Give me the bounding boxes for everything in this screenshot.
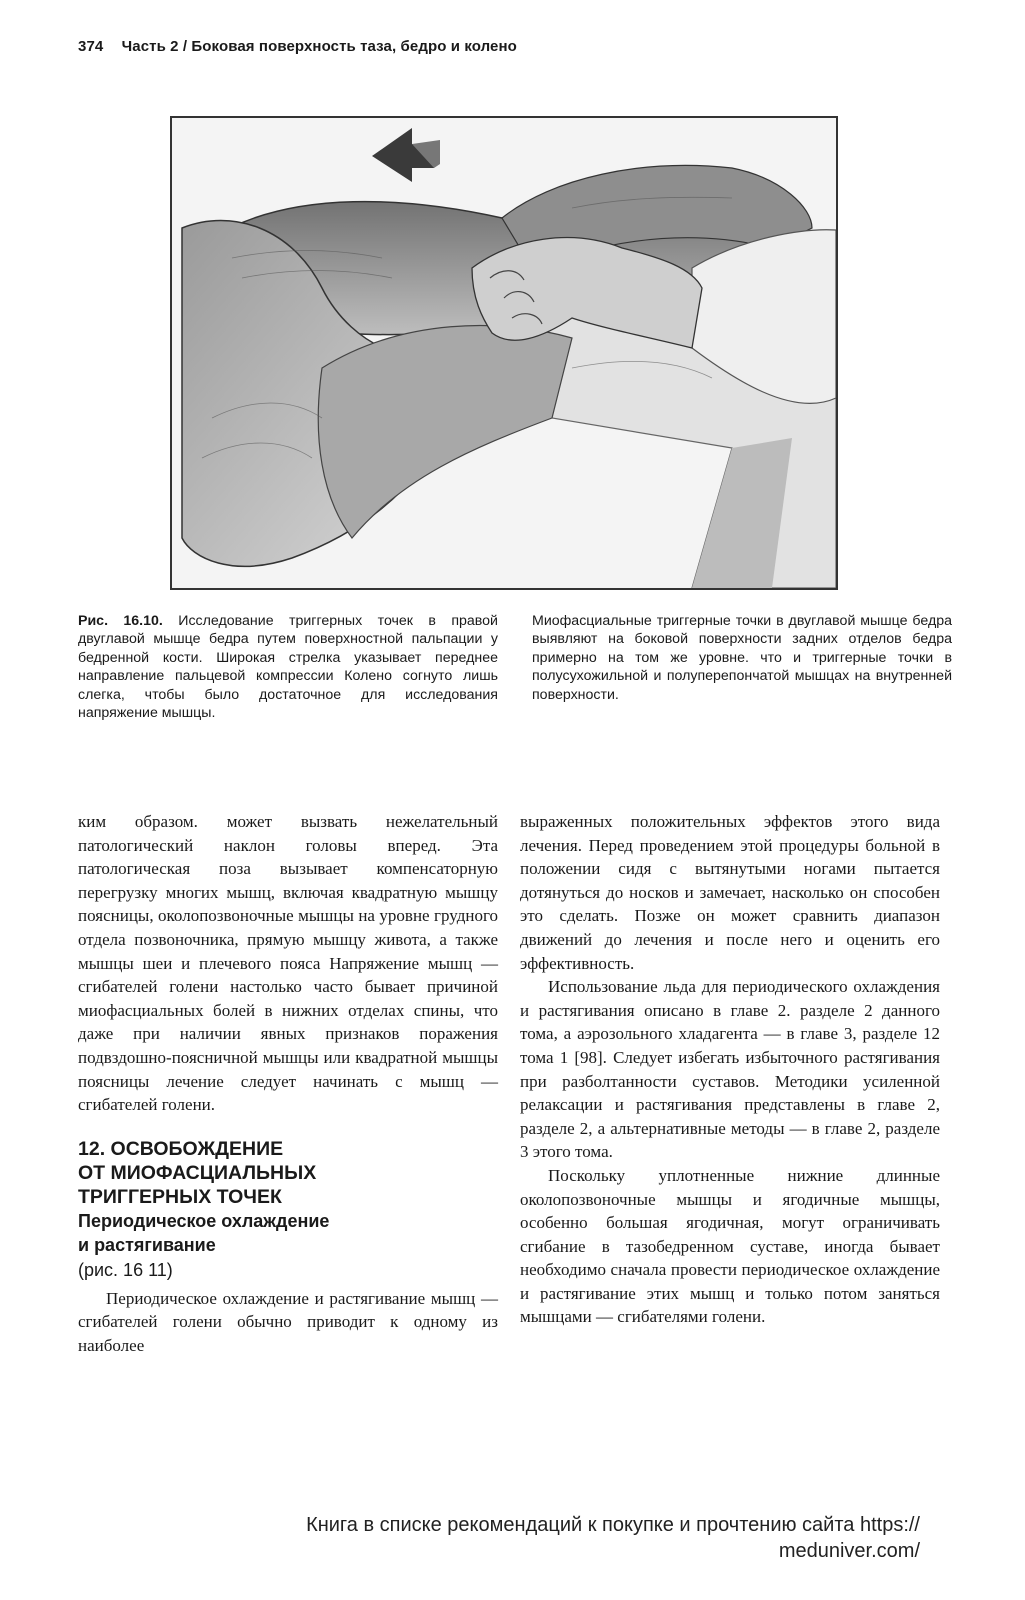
footer-line: meduniver.com/: [778, 1540, 920, 1562]
section-title: [78, 1137, 498, 1209]
subsection-title-line: и растягивание: [78, 1234, 216, 1255]
subsection-title-line: Периодическое охлаждение: [78, 1210, 330, 1231]
running-title: Часть 2 / Боковая поверхность таза, бедро и колено: [121, 38, 517, 55]
paragraph: Использование льда для периодического охлаждения и растягивания описано в главе 2. разделе 2 данного тома, а аэрозольного хладагента — в главе 3, разделе 12 тома 1 [98]. Следует избегать избыточного растягивания при разболтанности суставов. Методики усиленной релаксации и растягивания представлены в главе 2, разделе 2, а альтернативные методы — в главе 2, разделе 3 этого тома.: [520, 977, 940, 1162]
figure-caption-left-text: Исследование триггерных точек в правой двуглавой мышце бедра путем поверхностной пальпации у бедренной кости. Широкая стрелка указывает переднее направление пальцевой компрессии Колено согнуто лишь слегка, чтобы было достаточное для исследования напряжение мышцы.: [78, 613, 498, 722]
figure-illustration: [170, 116, 838, 590]
paragraph: ким образом. может вызвать нежелательный патологический наклон головы вперед. Эта патологическая поза вызывает компенсаторную перегрузку многих мышц, включая квадратную мышцу поясницы, околопозвоночные мышцы на уровне грудного отдела позвоночника, прямую мышцу живота, а также мышцы шеи и плечевого пояса Напряжение мышц — сгибателей голени настолько часто бывает причиной миофасциальных болей в нижних отделах спины, что даже при наличии явных признаков поражения подвздошно-поясничной мышцы или квадратной мышцы поясницы лечение следует начинать с мышц — сгибателей голени.: [78, 812, 498, 1115]
paragraph: Поскольку уплотненные нижние длинные околопозвоночные мышцы и ягодичные мышцы, особенно большая ягодичная, могут ограничивать сгибание в тазобедренном суставе, иногда бывает необходимо сначала провести периодическое охлаждение и растягивание этих мышц и только потом заняться мышцами — сгибателями голени.: [520, 1165, 940, 1327]
subsection-title: [78, 1209, 498, 1257]
figure-reference: (рис. 16 11): [78, 1259, 173, 1280]
figure-caption-right-text: Миофасциальные триггерные точки в двуглавой мышце бедра выявляют на боковой поверхности задних отделов бедра примерно на том же уровне. что и триггерные точки в полусухожильной и полуперепончатой мышцах на внутренней поверхности.: [532, 613, 952, 703]
section-title-line: ОТ МИОФАСЦИАЛЬНЫХ: [78, 1161, 317, 1184]
paragraph: Периодическое охлаждение и растягивание мышц — сгибателей голени обычно приводит к одному из наиболее: [78, 1288, 498, 1355]
hamstring-palpation-drawing: [172, 118, 836, 588]
figure-caption-right: [532, 612, 952, 704]
section-title-line: 12. ОСВОБОЖДЕНИЕ: [78, 1137, 284, 1160]
paragraph: выраженных положительных эффектов этого вида лечения. Перед проведением этой процедуры больной в положении сидя с вытянутыми ногами пытается дотянуться до носков и замечает, насколько он способен это сделать. Позже он может сравнить диапазон движений до лечения и после него и оценить его эффективность.: [520, 812, 940, 973]
text-column-right: [520, 810, 940, 1329]
figure-caption-label: Рис. 16.10.: [78, 613, 163, 629]
site-footer: [160, 1512, 920, 1564]
running-header: [78, 38, 517, 55]
section-title-line: ТРИГГЕРНЫХ ТОЧЕК: [78, 1185, 282, 1208]
page-number: 374: [78, 38, 104, 55]
footer-line: Книга в списке рекомендаций к покупке и прочтению сайта https://: [306, 1514, 920, 1536]
figure-caption-left: [78, 612, 498, 722]
text-column-left: [78, 810, 498, 1358]
